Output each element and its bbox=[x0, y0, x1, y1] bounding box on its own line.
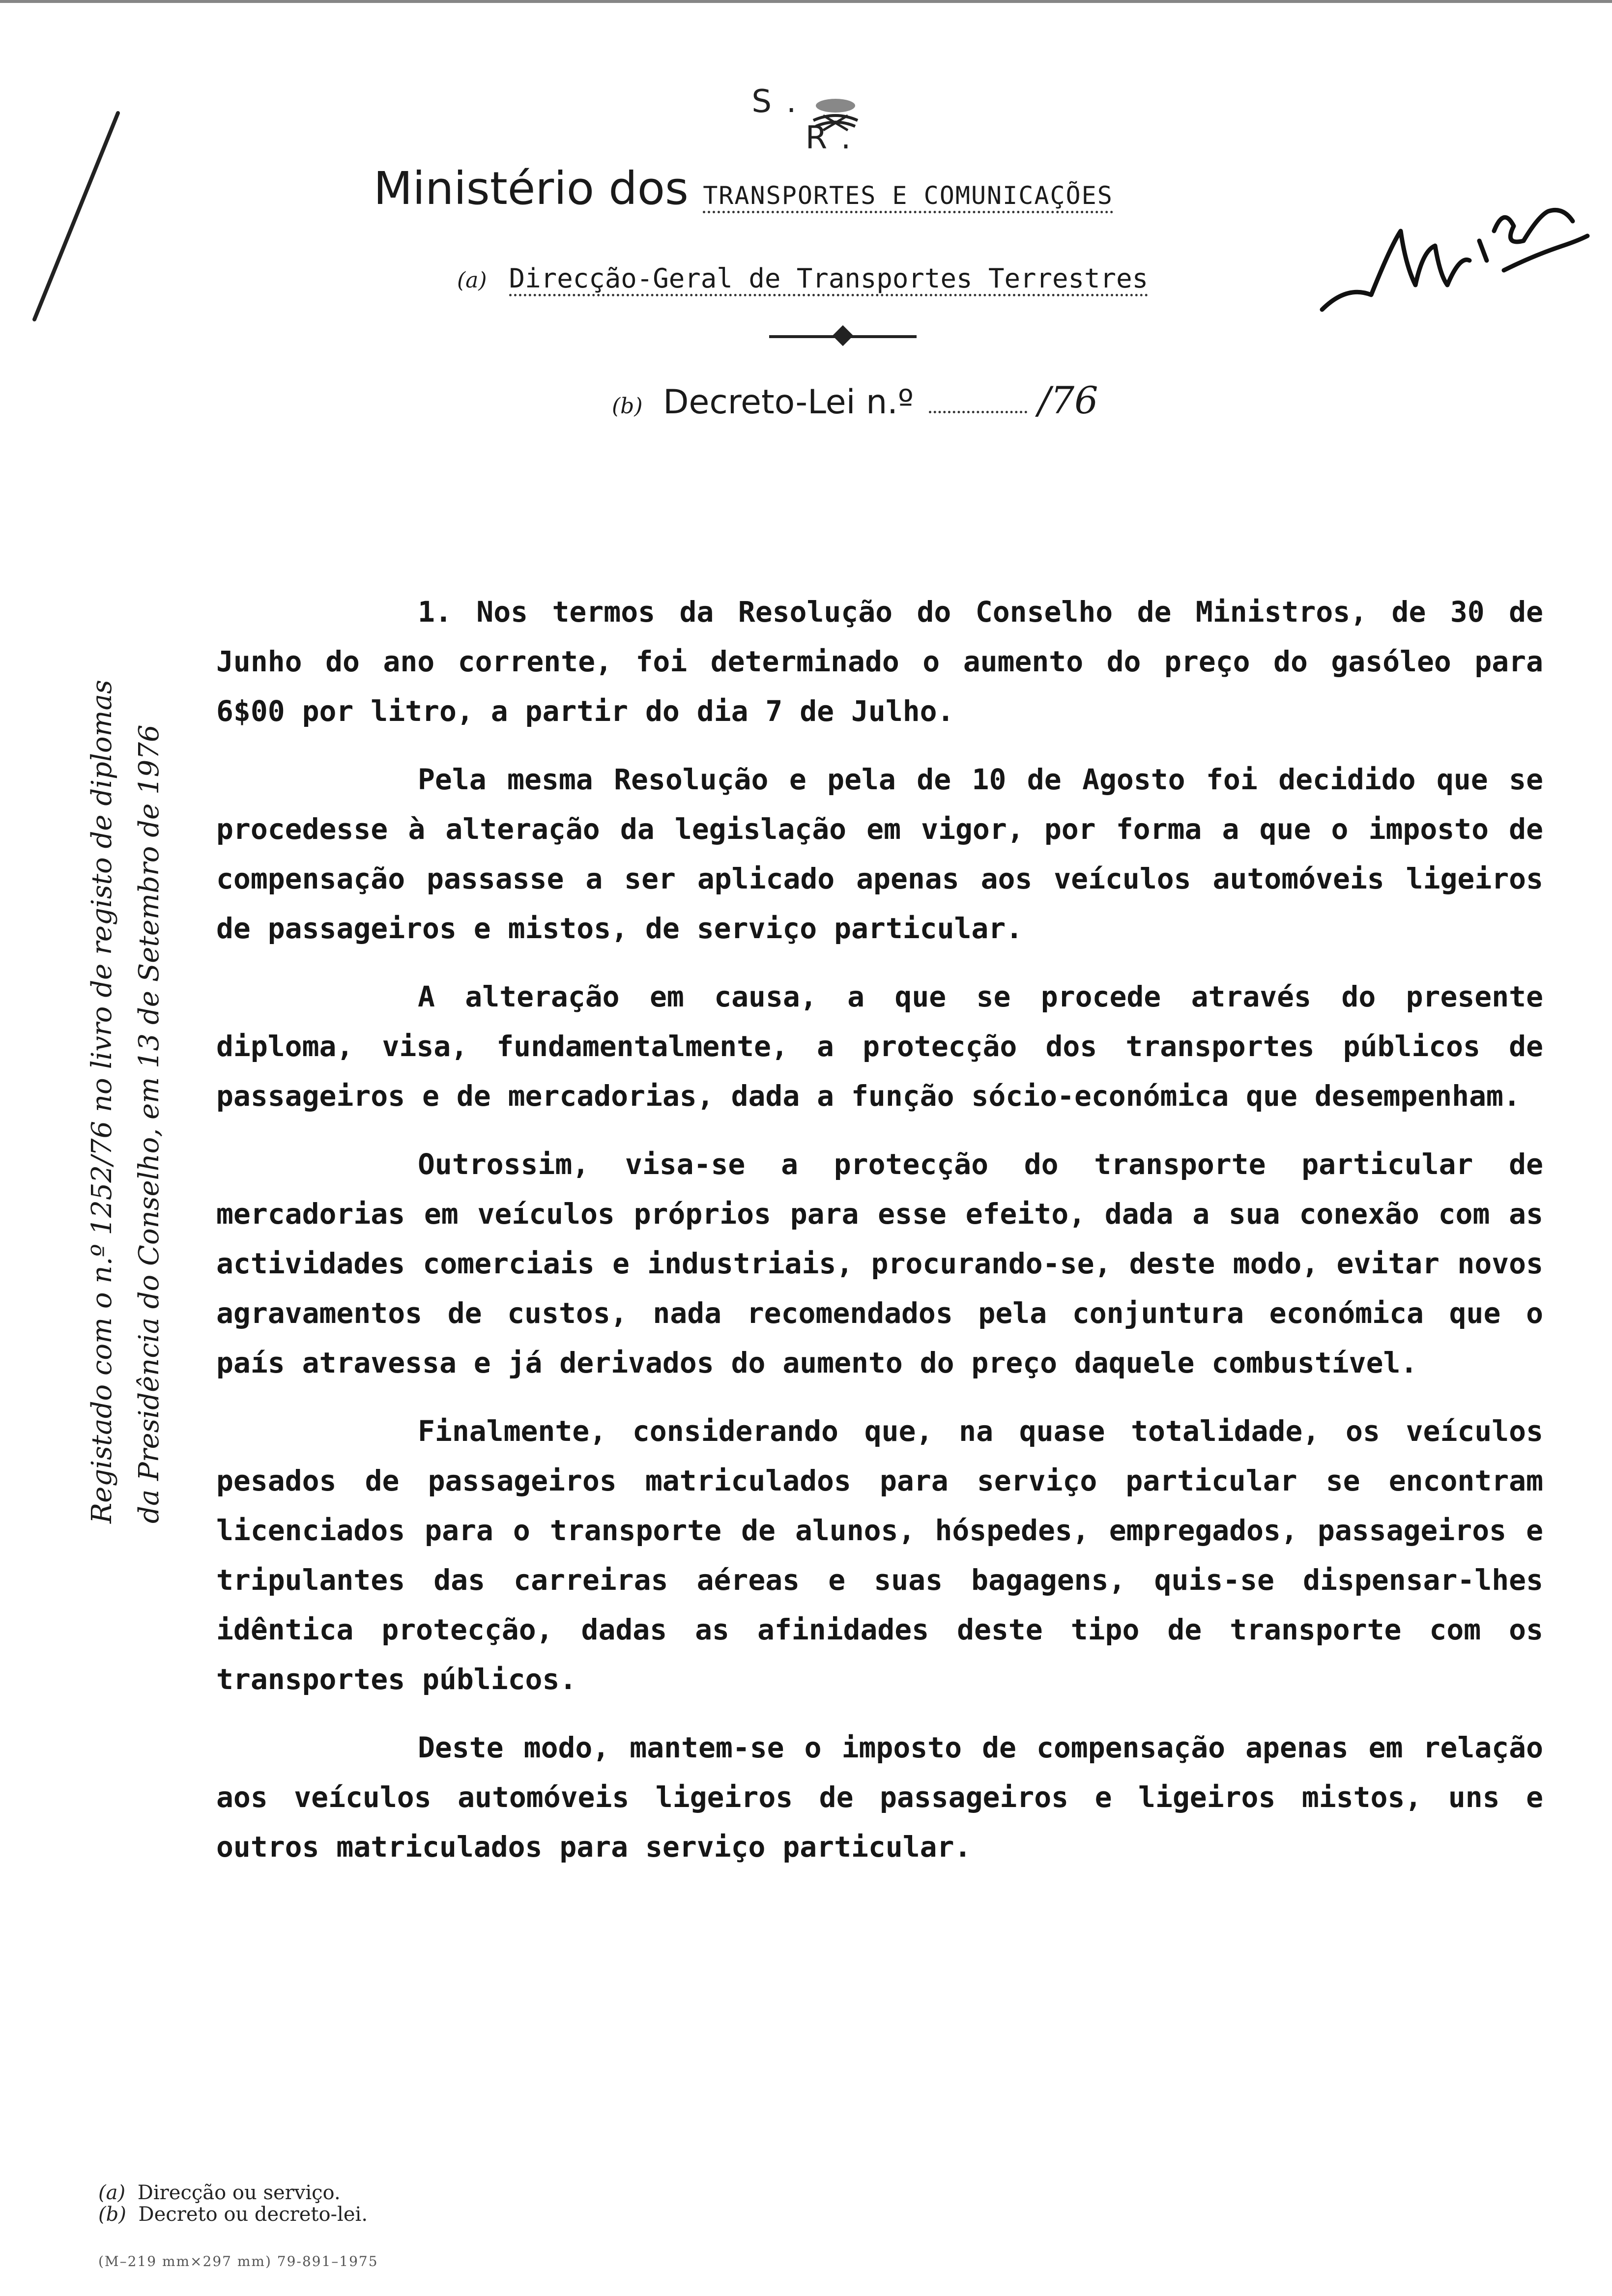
ministry-department: TRANSPORTES E COMUNICAÇÕES bbox=[703, 181, 1113, 213]
registration-margin-note bbox=[79, 590, 173, 1523]
decreto-number: /76 bbox=[1038, 378, 1098, 422]
body-paragraph: Outrossim, visa-se a protecção do transporte particular de mercadorias em veículos próprios para esse efeito, dada a sua conexão com as actividades comerciais e industriais, procurando-se, deste modo, evitar novos agravamentos de custos, nada recomendados pela conjuntura económica que o país atravessa e já derivados do aumento do preço daquele combustível. bbox=[216, 1148, 1543, 1379]
body-paragraph: Pela mesma Resolução e pela de 10 de Agosto foi decidido que se procedesse à alteração da legislação em vigor, por forma a que o imposto de compensação passasse a ser aplicado apenas aos veículos automóveis ligeiros de passageiros e mistos, de serviço particular. bbox=[216, 763, 1543, 945]
footnote-a-text: Direcção ou serviço. bbox=[137, 2181, 341, 2204]
ministry-prefix: Ministério dos bbox=[374, 162, 689, 215]
direccao-value: Direcção-Geral de Transportes Terrestres bbox=[509, 263, 1148, 296]
body-paragraph: A alteração em causa, a que se procede através do presente diploma, visa, fundamentalmente, a protecção dos transportes públicos de passageiros e de mercadorias, dada a função sócio-económica que desempenham. bbox=[216, 980, 1543, 1113]
direccao-line bbox=[457, 260, 1148, 295]
decreto-number-blank bbox=[929, 411, 1027, 413]
divider-diamond bbox=[833, 325, 853, 346]
printer-imprint: (M–219 mm×297 mm) 79-891–1975 bbox=[98, 2253, 378, 2269]
decreto-footnote-mark: (b) bbox=[612, 394, 643, 419]
footnotes bbox=[98, 2182, 368, 2225]
top-edge-rule bbox=[0, 0, 1612, 3]
handwritten-signature bbox=[1317, 187, 1592, 334]
body-paragraph: Deste modo, mantem-se o imposto de compensação apenas em relação aos veículos automóveis ligeiros de passageiros e ligeiros mistos, uns e outros matriculados para serviço particular. bbox=[216, 1731, 1543, 1864]
footnote-a-mark: (a) bbox=[98, 2181, 126, 2204]
footnote-b-mark: (b) bbox=[98, 2203, 126, 2226]
decree-body bbox=[216, 587, 1543, 1891]
decreto-line bbox=[612, 378, 1098, 422]
coat-of-arms-icon bbox=[796, 91, 875, 135]
footnote-b bbox=[98, 2204, 368, 2225]
decreto-label: Decreto-Lei n.º bbox=[663, 383, 914, 422]
footnote-a bbox=[98, 2182, 368, 2204]
margin-note-line2: da Presidência do Conselho, em 13 de Setembro de 1976 bbox=[133, 724, 165, 1523]
body-paragraph: Finalmente, considerando que, na quase totalidade, os veículos pesados de passageiros matriculados para serviço particular se encontram licenciados para o transporte de alunos, hóspedes, empregados, passageiros e tripulantes das carreiras aéreas e suas bagagens, quis-se dispensar-lhes idêntica protecção, dadas as afinidades deste tipo de transporte com os transportes públicos. bbox=[216, 1414, 1543, 1696]
seal-left-letter: S. bbox=[751, 84, 811, 120]
direccao-footnote-mark: (a) bbox=[457, 268, 487, 293]
handwritten-slash bbox=[20, 108, 128, 324]
margin-note-line1: Registado com o n.º 1252/76 no livro de registo de diplomas bbox=[86, 680, 118, 1523]
footnote-b-text: Decreto ou decreto-lei. bbox=[138, 2203, 368, 2226]
ministry-heading bbox=[374, 162, 1307, 215]
seal-right-letter: R. bbox=[805, 120, 866, 156]
body-paragraph: 1. Nos termos da Resolução do Conselho de Ministros, de 30 de Junho do ano corrente, foi determinado o aumento do preço do gasóleo para 6$00 por litro, a partir do dia 7 de Julho. bbox=[216, 595, 1543, 728]
